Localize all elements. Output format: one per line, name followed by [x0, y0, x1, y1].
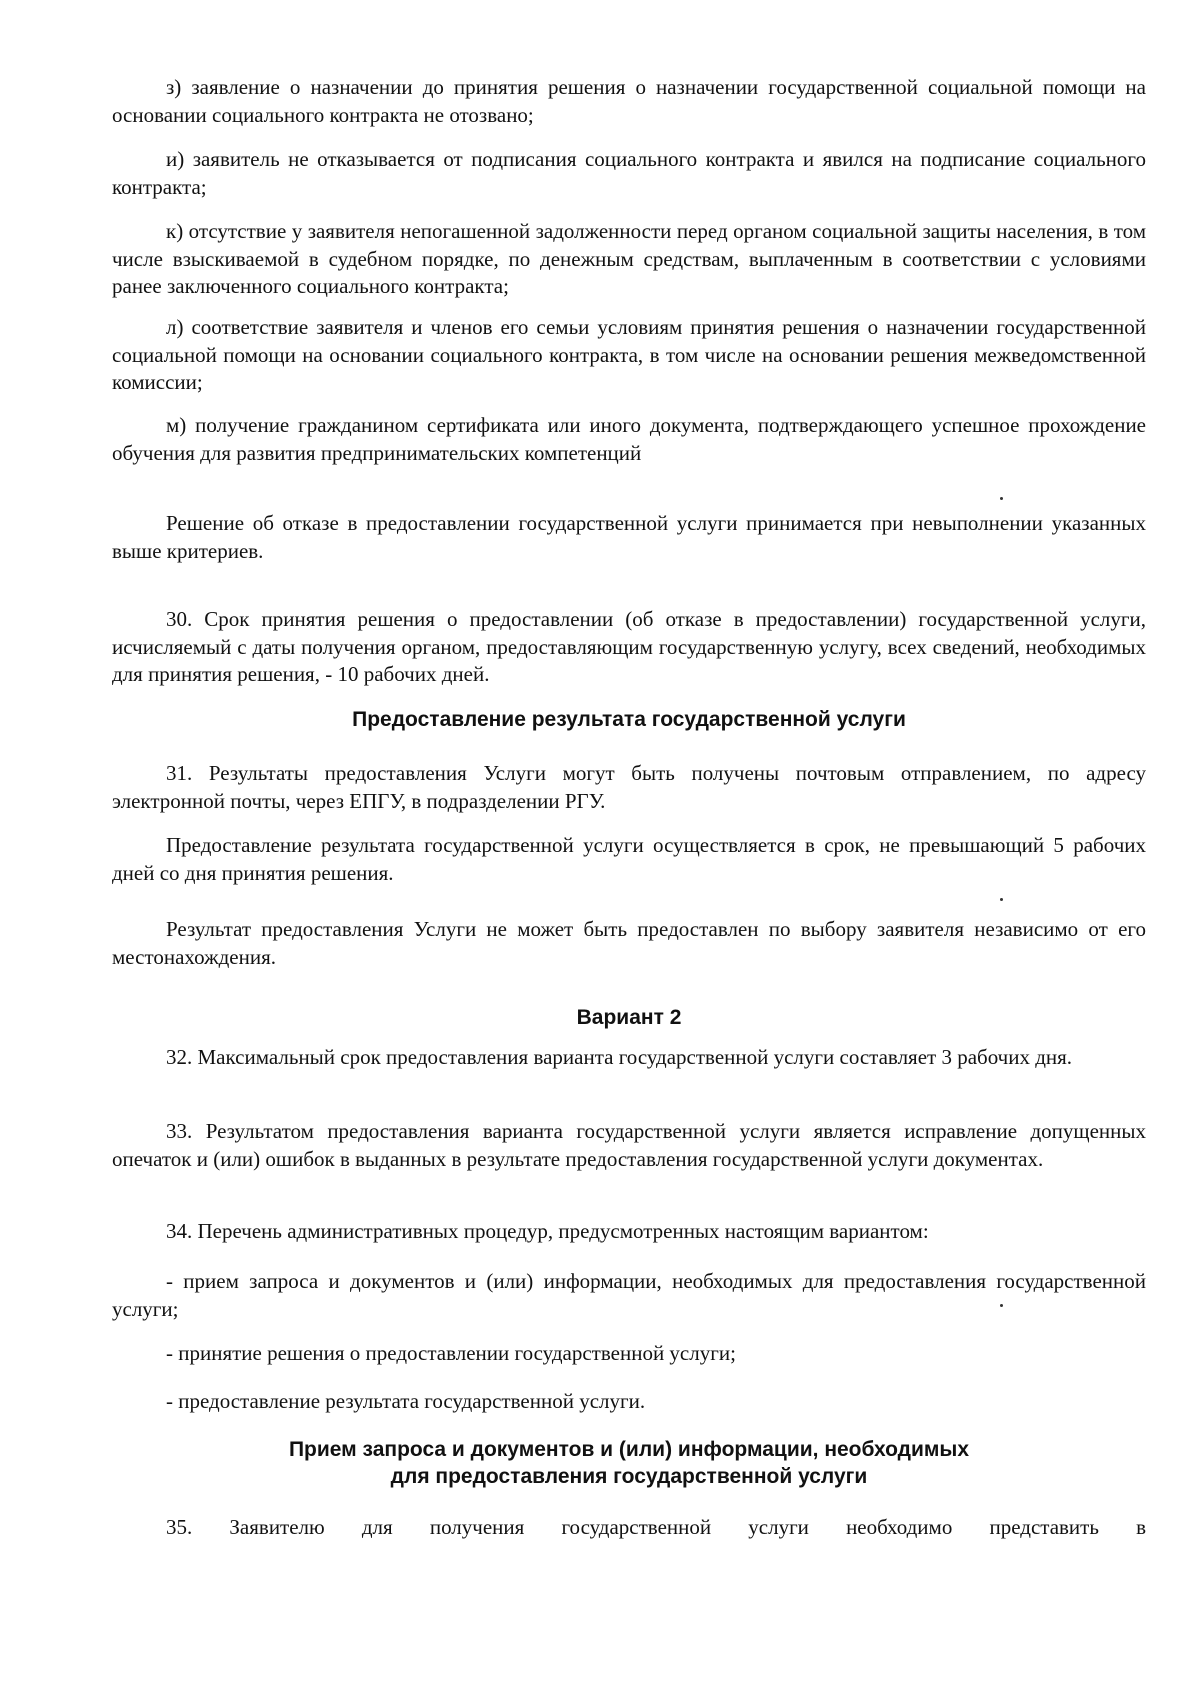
scan-speck — [1000, 1304, 1003, 1307]
heading-result-provision: Предоставление результата государственной услуги — [352, 708, 906, 731]
heading-variant-2: Вариант 2 — [576, 1006, 682, 1029]
list-item-result: - предоставление результата государственной услуги. — [166, 1389, 646, 1413]
paragraph-result-deadline: Предоставление результата государственной услуги осуществляется в срок, не превышающий 5 рабочих дней со дня принятия решения. — [112, 833, 1146, 885]
paragraph-l: л) соответствие заявителя и членов его семьи условиям принятия решения о назначении государственной социальной помощи на основании социального контракта, в том числе на основании решения межведомственной комиссии; — [112, 315, 1146, 394]
paragraph-i: и) заявитель не отказывается от подписания социального контракта и явился на подписание социального контракта; — [112, 147, 1146, 199]
scan-speck — [1000, 497, 1003, 500]
heading-reception-line-2: для предоставления государственной услуги — [390, 1465, 868, 1488]
paragraph-k: к) отсутствие у заявителя непогашенной задолженности перед органом социальной защиты населения, в том числе взыскиваемой в судебном порядке, по денежным средствам, выплаченным в соответствии с условиями ранее заключенного социального контракта; — [112, 219, 1146, 298]
paragraph-30: 30. Срок принятия решения о предоставлении (об отказе в предоставлении) государственной услуги, исчисляемый с даты получения органом, предоставляющим государственную услугу, всех сведений, необходимых для принятия решения, - 10 рабочих дней. — [112, 607, 1146, 686]
paragraph-result-location: Результат предоставления Услуги не может быть предоставлен по выбору заявителя независимо от его местонахождения. — [112, 917, 1146, 969]
heading-reception — [112, 1436, 1146, 1490]
paragraph-33: 33. Результатом предоставления варианта государственной услуги является исправление допущенных опечаток и (или) ошибок в выданных в результате предоставления государственной услуги документах. — [112, 1119, 1146, 1171]
paragraph-32: 32. Максимальный срок предоставления варианта государственной услуги составляет 3 рабочих дня. — [166, 1045, 1073, 1069]
heading-reception-line-1: Прием запроса и документов и (или) информации, необходимых — [288, 1438, 970, 1461]
paragraph-31: 31. Результаты предоставления Услуги могут быть получены почтовым отправлением, по адресу электронной почты, через ЕПГУ, в подразделении РГУ. — [112, 761, 1146, 813]
paragraph-z: з) заявление о назначении до принятия решения о назначении государственной социальной помощи на основании социального контракта не отозвано; — [112, 75, 1146, 127]
list-item-reception: - прием запроса и документов и (или) информации, необходимых для предоставления государственной услуги; — [112, 1269, 1146, 1321]
list-item-decision: - принятие решения о предоставлении государственной услуги; — [166, 1341, 736, 1365]
paragraph-34: 34. Перечень административных процедур, предусмотренных настоящим вариантом: — [166, 1219, 929, 1243]
paragraph-m: м) получение гражданином сертификата или иного документа, подтверждающего успешное прохождение обучения для развития предпринимательских компетенций — [112, 413, 1146, 465]
paragraph-35: 35. Заявителю для получения государственной услуги необходимо представить в — [166, 1515, 1146, 1539]
scan-speck — [1000, 898, 1003, 901]
paragraph-refusal-decision: Решение об отказе в предоставлении государственной услуги принимается при невыполнении указанных выше критериев. — [112, 511, 1146, 563]
